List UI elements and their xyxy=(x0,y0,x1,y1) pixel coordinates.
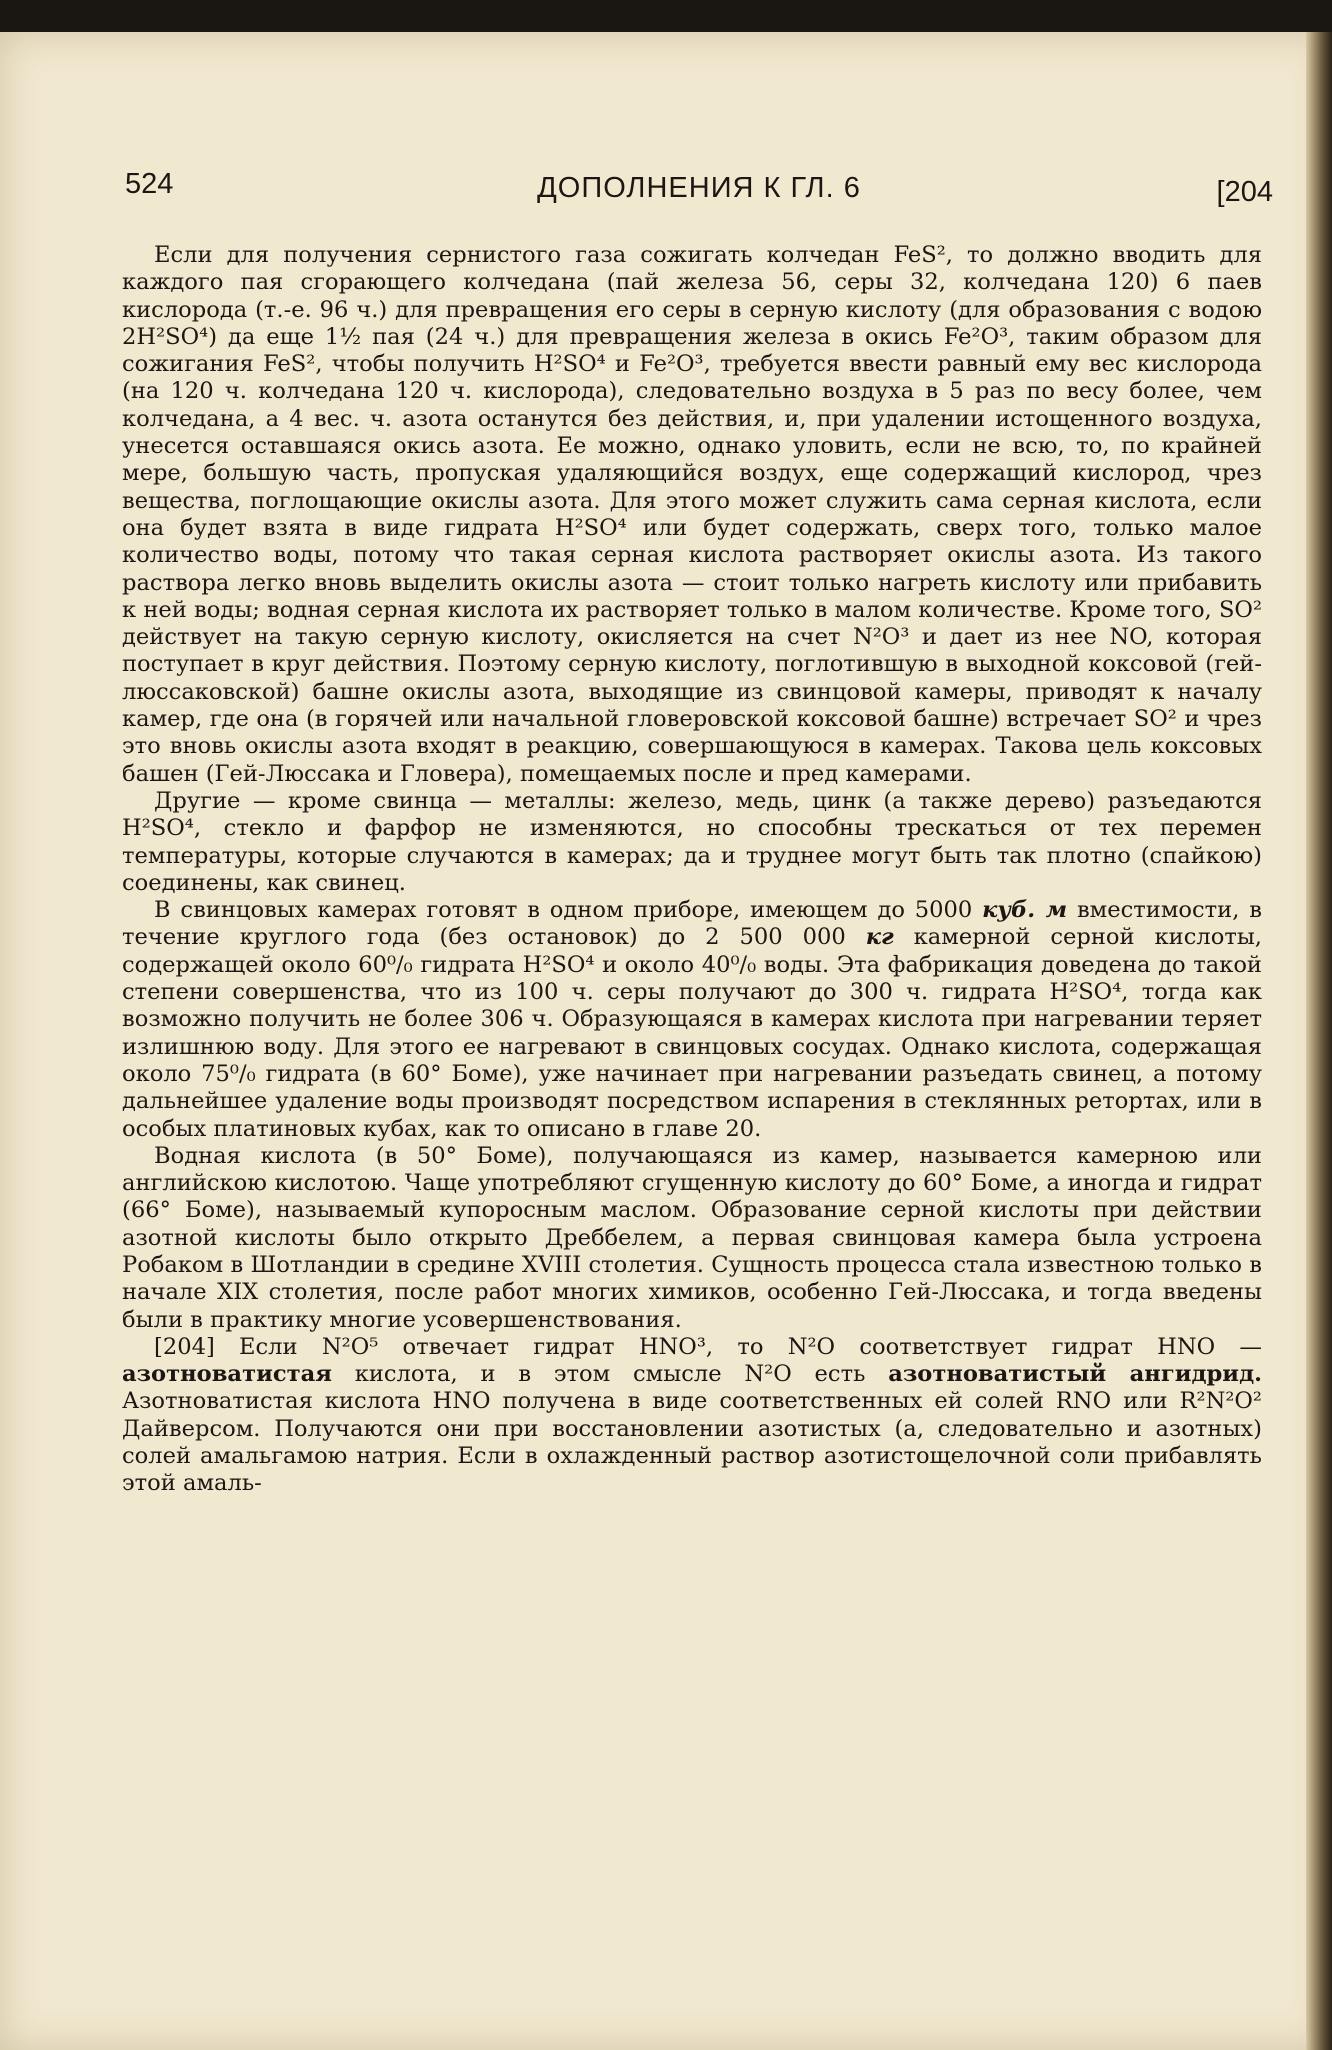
paragraph-3 xyxy=(122,897,1262,1143)
paragraph-5-part-a: [204] Если N²O⁵ отвечает гидрат HNO³, то N²O соответствует гидрат HNO — xyxy=(154,1333,1262,1360)
term-anhydride: азотноватистый ангидрид. xyxy=(888,1361,1262,1388)
unit-cubic-meters: куб. м xyxy=(982,897,1068,924)
page-header xyxy=(125,142,1273,208)
book-page xyxy=(0,32,1332,2050)
unit-kilograms: кг xyxy=(865,924,894,951)
paragraph-5-part-c: Азотноватистая кислота HNO получена в виде соответственных ей солей RNO или R²N²O² Дайверсом. Получаются они при восстановлении азотистых (а, следовательно и азотных) солей амальгамою натрия. Если в охлажденный раствор азотистощелочной соли прибавлять этой амаль- xyxy=(122,1388,1262,1497)
paragraph-5 xyxy=(122,1334,1262,1498)
running-head: ДОПОЛНЕНИЯ К ГЛ. 6 xyxy=(537,172,861,204)
paragraph-5-part-b: кислота, и в этом смысле N²O есть xyxy=(331,1361,889,1388)
page-number: 524 xyxy=(125,168,174,200)
paragraph-3-part-b: вместимости, в течение круглого года (без остановок) до 2 500 000 xyxy=(122,897,1262,951)
paragraph-4: Водная кислота (в 50° Боме), получающаяся из камер, называется камерною или английскою кислотою. Чаще употребляют сгущенную кислоту до 60° Боме, а иногда и гидрат (66° Боме), называемый купоросным маслом. Образование серной кислоты при действии азотной кислоты было открыто Дреббелем, а первая свинцовая камера была устроена Робаком в Шотландии в средине XVIII столетия. Сущность процесса стала известною только в начале XIX столетия, после работ многих химиков, особенно Гей-Люссака, и тогда введены были в практику многие усовершенствования. xyxy=(122,1142,1262,1333)
paragraph-3-part-a: В свинцовых камерах готовят в одном приборе, имеющем до 5000 xyxy=(154,897,983,924)
section-reference: [204 xyxy=(1216,176,1273,208)
body-text xyxy=(122,242,1262,1498)
paragraph-1: Если для получения сернистого газа сожигать колчедан FeS², то должно вводить для каждого пая сгорающего колчедана (пай железа 56, серы 32, колчедана 120) 6 паев кислорода (т.-е. 96 ч.) для превращения его серы в серную кислоту (для образования с водою 2H²SO⁴) да еще 1½ пая (24 ч.) для превращения железа в окись Fe²O³, таким образом для сожигания FeS², чтобы получить H²SO⁴ и Fe²O³, требуется ввести равный ему вес кислорода (на 120 ч. колчедана 120 ч. кислорода), следовательно воздуха в 5 раз по весу более, чем колчедана, а 4 вес. ч. азота останутся без действия, и, при удалении истощенного воздуха, унесется оставшаяся окись азота. Ее можно, однако уловить, если не всю, то, по крайней мере, большую часть, пропуская удаляющийся воздух, еще содержащий кислород, чрез вещества, поглощающие окислы азота. Для этого может служить сама серная кислота, если она будет взята в виде гидрата H²SO⁴ или будет содержать, сверх того, только малое количество воды, потому что такая серная кислота растворяет окислы азота. Из такого раствора легко вновь выделить окислы азота — стоит только нагреть кислоту или прибавить к ней воды; водная серная кислота их растворяет только в малом количестве. Кроме того, SO² действует на такую серную кислоту, окисляется на счет N²O³ и дает из нее NO, которая поступает в круг действия. Поэтому серную кислоту, поглотившую в выходной коксовой (гей-люссаковской) башне окислы азота, выходящие из свинцовой камеры, приводят к началу камер, где она (в горячей или начальной гловеровской коксовой башне) встречает SO² и чрез это вновь окислы азота входят в реакцию, совершающуюся в камерах. Такова цель коксовых башен (Гей-Люссака и Гловера), помещаемых после и пред камерами. xyxy=(122,242,1262,787)
term-azotnovatistaya: азотноватистая xyxy=(122,1361,332,1388)
page-spine-shadow xyxy=(1306,32,1332,2050)
paragraph-2: Другие — кроме свинца — металлы: железо, медь, цинк (а также дерево) разъедаются H²SO⁴, стекло и фарфор не изменяются, но способны трескаться от тех перемен температуры, которые случаются в камерах; да и труднее могут быть так плотно (спайкою) соединены, как свинец. xyxy=(122,787,1262,896)
paragraph-3-part-c: камерной серной кислоты, содержащей около 60⁰/₀ гидрата H²SO⁴ и около 40⁰/₀ воды. Эта фабрикация доведена до такой степени совершенства, что из 100 ч. серы получают до 300 ч. гидрата H²SO⁴, тогда как возможно получить не более 306 ч. Образующаяся в камерах кислота при нагревании теряет излишнюю воду. Для этого ее нагревают в свинцовых сосудах. Однако кислота, содержащая около 75⁰/₀ гидрата (в 60° Боме), уже начинает при нагревании разъедать свинец, а потому дальнейшее удаление воды производят посредством испарения в стеклянных ретортах, или в особых платиновых кубах, как то описано в главе 20. xyxy=(122,924,1262,1142)
